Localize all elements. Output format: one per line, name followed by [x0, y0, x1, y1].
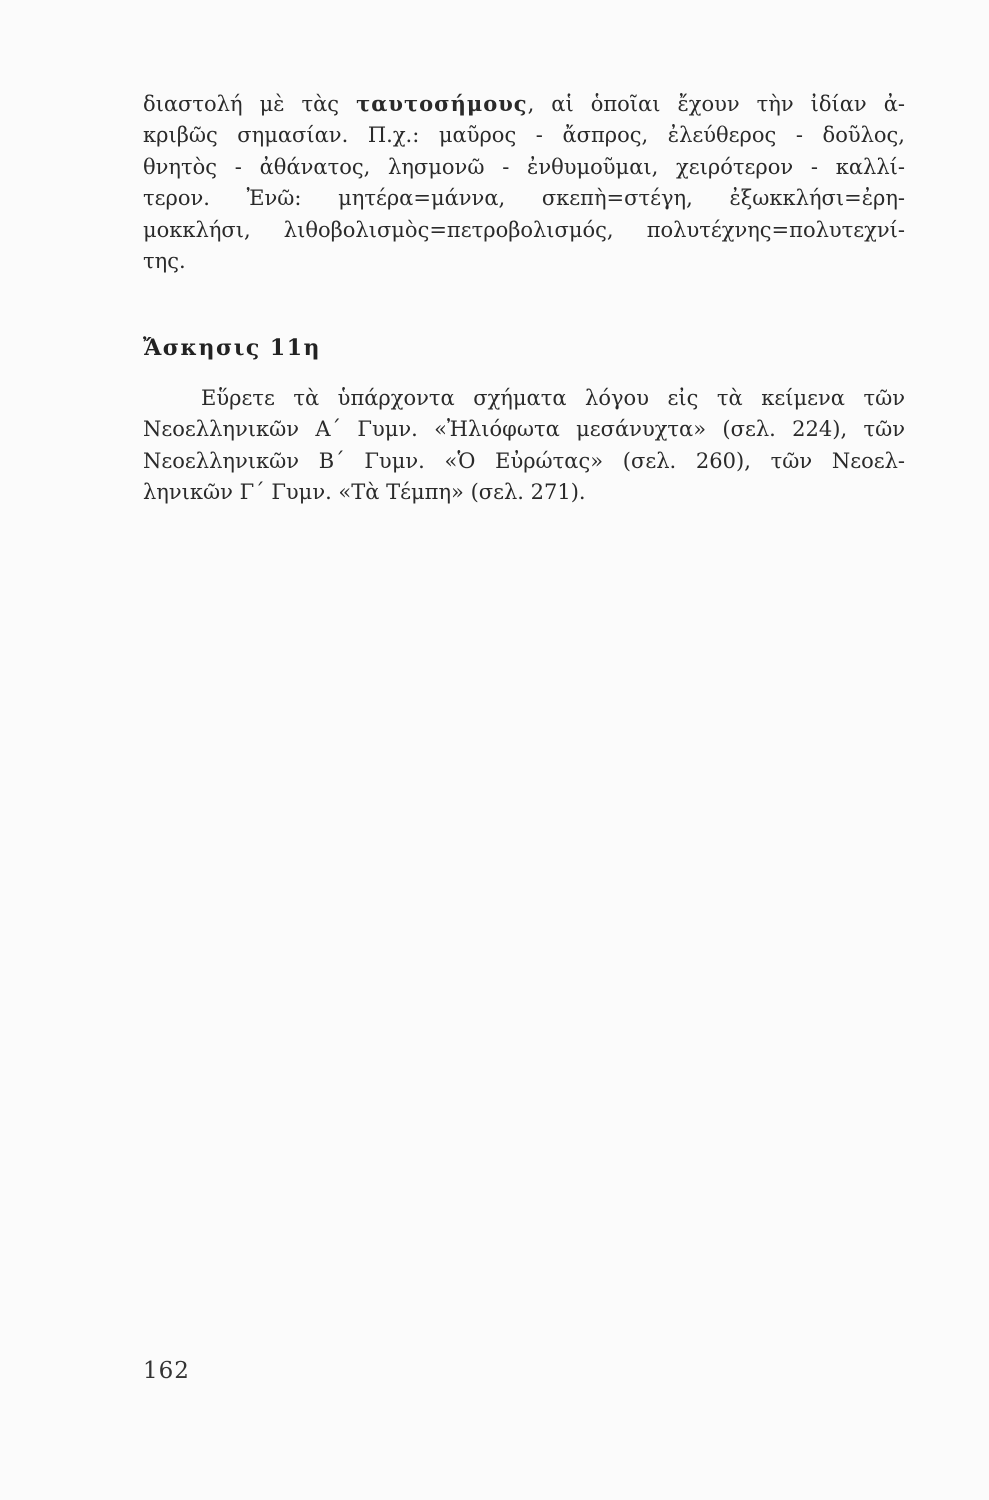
text-line: τερον. Ἐνῶ: μητέρα=μάννα, σκεπὴ=στέγη, ἐξωκκλήσι=ἐρη- [143, 186, 905, 211]
exercise-heading: Ἄσκησις 11η [143, 335, 322, 361]
text-segment: , αἱ ὁποῖαι ἔχουν τὴν ἰδίαν ἀ- [527, 92, 905, 116]
paragraph-antonyms [143, 88, 905, 277]
text-line: θνητὸς - ἀθάνατος, λησμονῶ - ἐνθυμοῦμαι, χειρότερον - καλλί- [143, 154, 905, 179]
emphasized-term: ταυτοσήμους [356, 91, 528, 116]
paragraph-exercise [143, 383, 905, 509]
text-line: Εὕρετε τὰ ὑπάρχοντα σχήματα λόγου εἰς τὰ κείμενα τῶν [201, 386, 905, 410]
text-line: μοκκλήσι, λιθοβολισμὸς=πετροβολισμός, πολυτέχνης=πολυτεχνί- [143, 217, 905, 242]
text-line: Νεοελληνικῶν Α΄ Γυμν. «Ἠλιόφωτα μεσάνυχτα» (σελ. 224), τῶν [143, 417, 905, 442]
text-segment: διαστολή μὲ τὰς [143, 92, 357, 116]
text-line: Νεοελληνικῶν Β΄ Γυμν. «Ὁ Εὐρώτας» (σελ. 260), τῶν Νεοελ- [143, 448, 905, 473]
text-line: της. [143, 249, 186, 274]
text-line [143, 88, 905, 120]
page-number: 162 [143, 1358, 190, 1384]
text-line: ληνικῶν Γ΄ Γυμν. «Τὰ Τέμπη» (σελ. 271). [143, 480, 586, 505]
text-line: κριβῶς σημασίαν. Π.χ.: μαῦρος - ἄσπρος, ἐλεύθερος - δοῦλος, [143, 123, 905, 148]
